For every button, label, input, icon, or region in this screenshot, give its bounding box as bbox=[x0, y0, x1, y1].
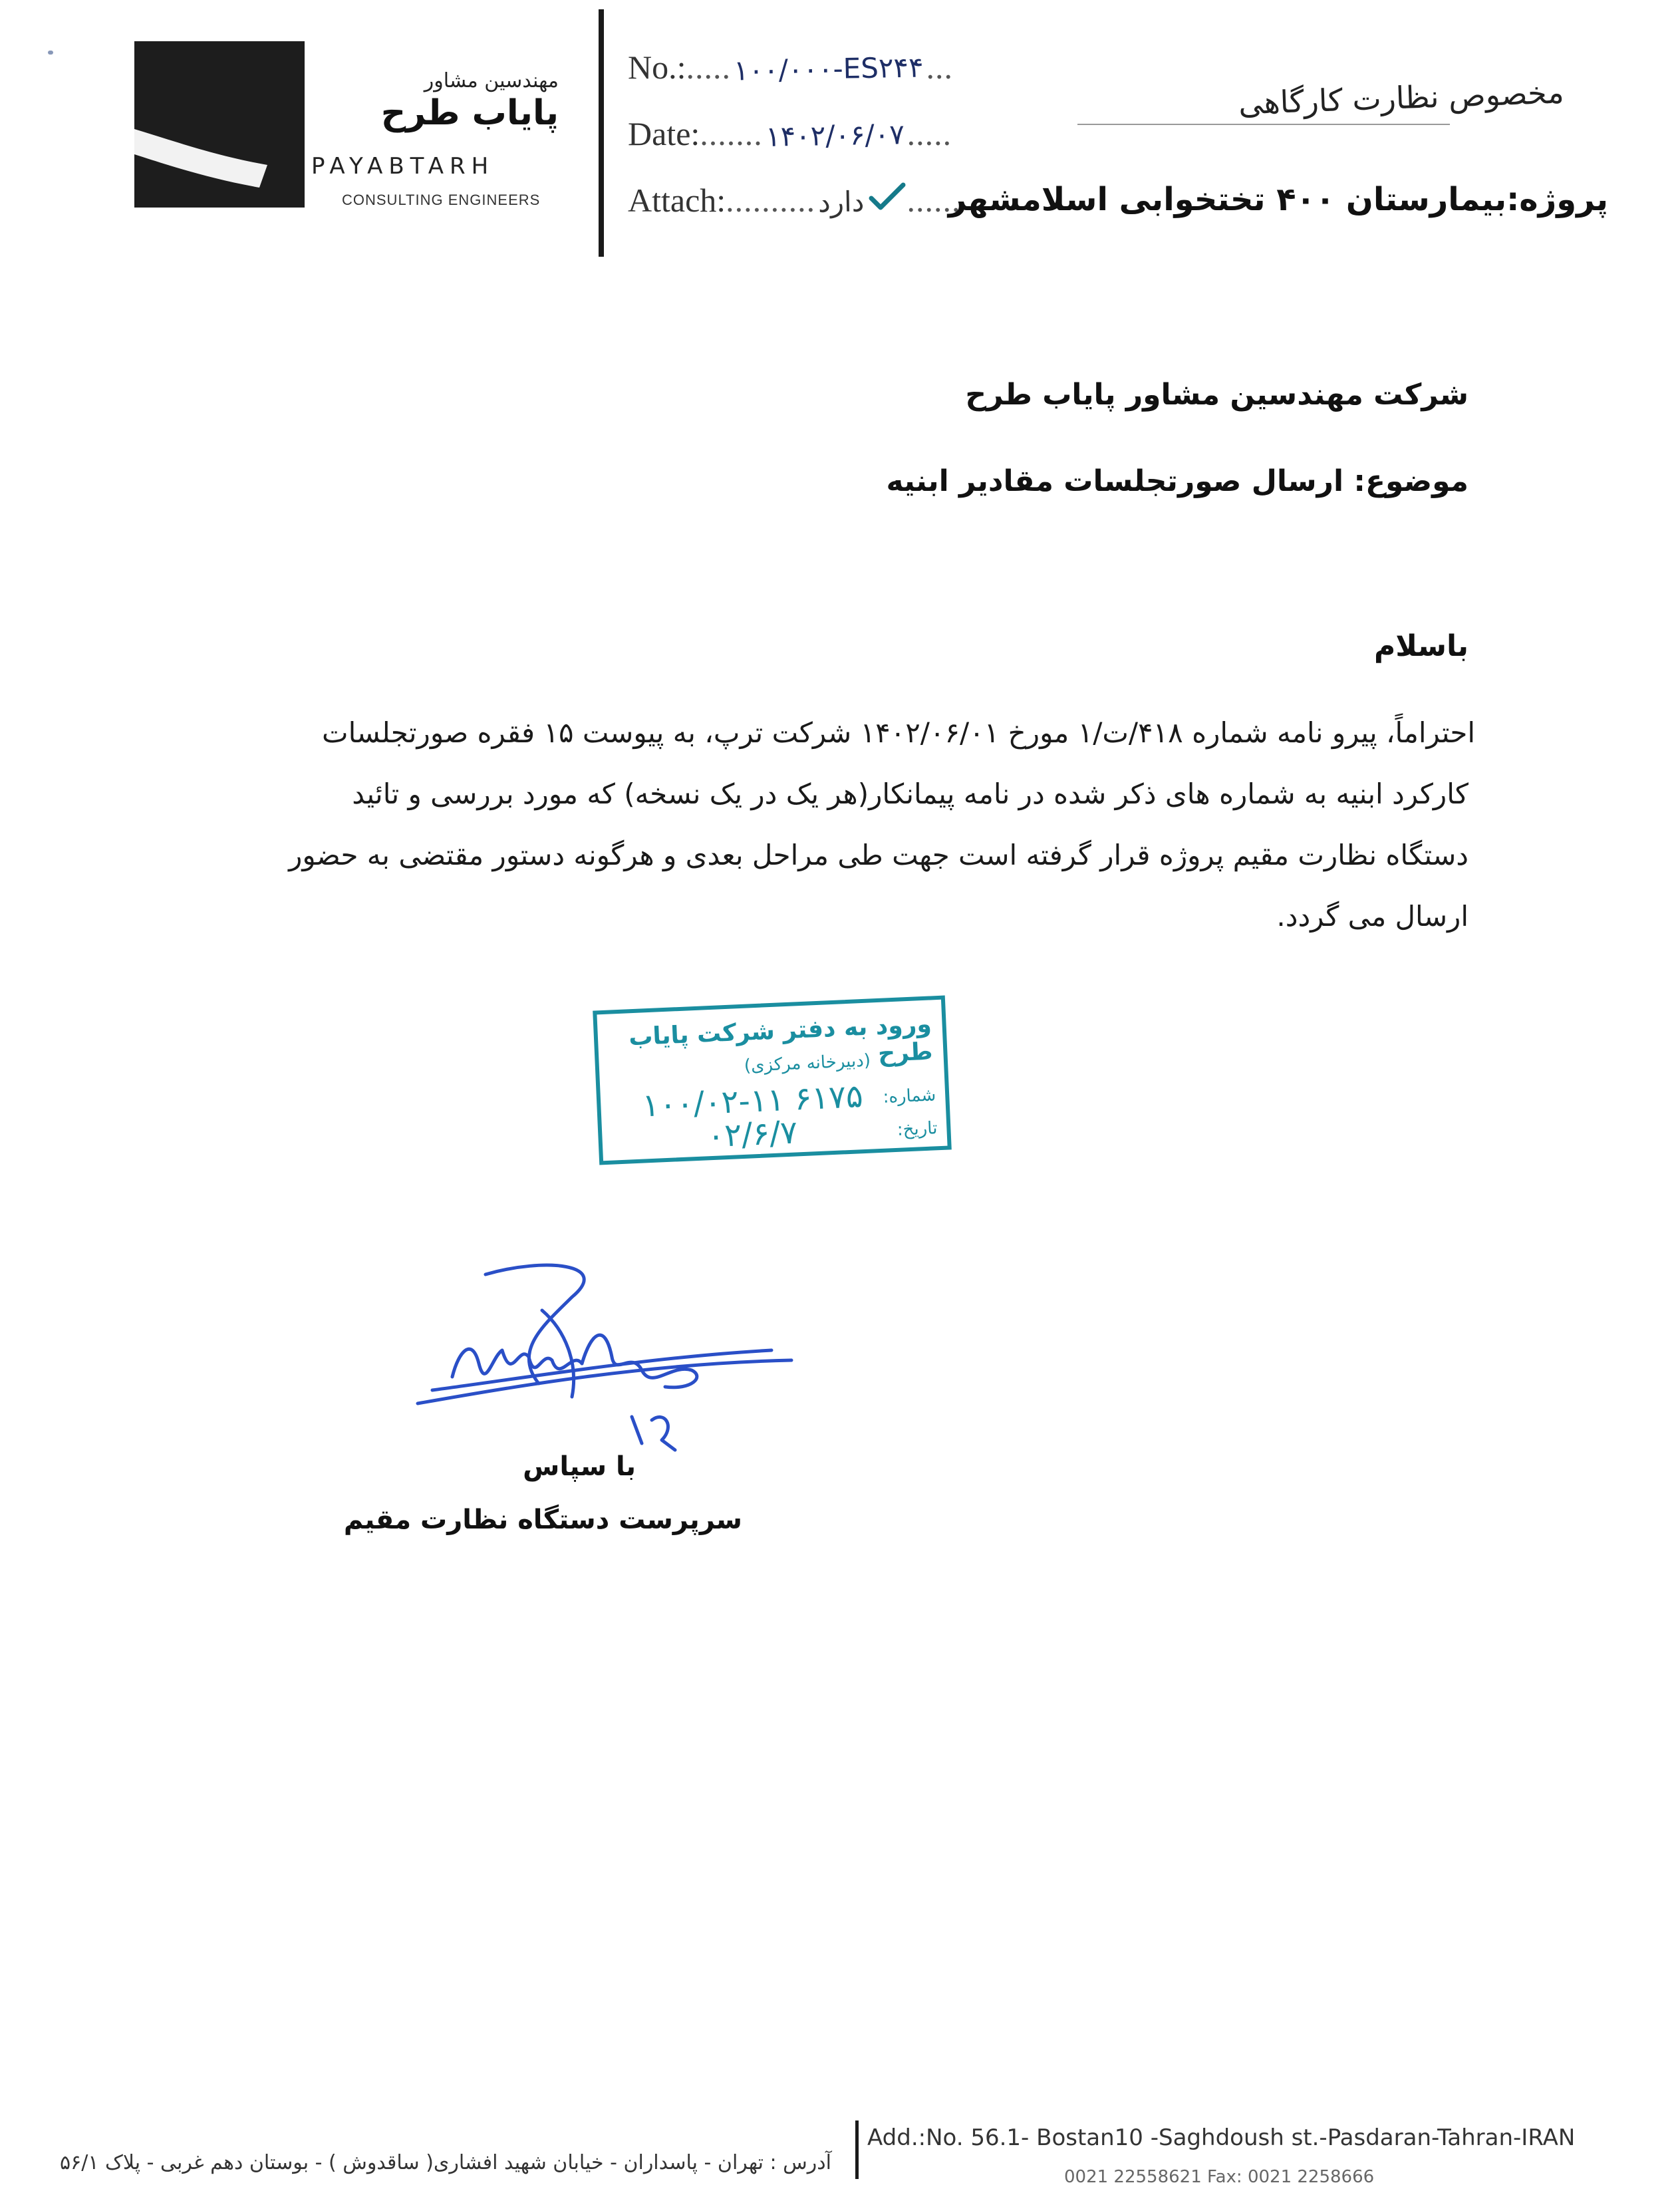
letter-date-row bbox=[628, 114, 1000, 154]
body-line: دستگاه نظارت مقیم پروژه قرار گرفته است جهت طی مراحل بعدی و هرگونه دستور مقتضی به حضور bbox=[289, 839, 1469, 871]
letter-body bbox=[205, 702, 1475, 947]
handwritten-signature bbox=[412, 1250, 798, 1470]
project-title: پروژه:بیمارستان ۴۰۰ تختخوابی اسلامشهر bbox=[948, 181, 1608, 218]
letter-attach-row bbox=[628, 181, 1000, 221]
logo-name-fa: پایاب طرح bbox=[380, 93, 559, 133]
dotted-leader: ...... bbox=[907, 182, 961, 219]
logo-subtitle-fa: مهندسین مشاور bbox=[424, 69, 559, 92]
stamp-date-label: تاریخ: bbox=[897, 1118, 938, 1140]
body-line: ارسال می گردد. bbox=[1276, 900, 1469, 933]
confidential-underline bbox=[1077, 124, 1450, 125]
dotted-leader: ..... bbox=[907, 115, 952, 152]
letter-number-row bbox=[628, 48, 1000, 88]
signer-title: سرپرست دستگاه نظارت مقیم bbox=[343, 1505, 742, 1535]
checkmark-icon bbox=[867, 181, 907, 212]
footer-address-en: Add.:No. 56.1- Bostan10 -Saghdoush st.-Pasdaran-Tahran-IRAN bbox=[867, 2124, 1576, 2151]
dotted-leader: ..... bbox=[686, 49, 731, 86]
date-value: ۱۴۰۲/۰۶/۰۷ bbox=[765, 118, 905, 153]
confidential-label: مخصوص نظارت کارگاهی bbox=[1238, 74, 1565, 122]
number-value: ۱۰۰/۰۰۰-ES۲۴۴ bbox=[733, 51, 924, 87]
scan-speck bbox=[48, 51, 53, 55]
dotted-leader: ....... bbox=[700, 115, 763, 152]
stamp-number-label: شماره: bbox=[882, 1085, 936, 1107]
registry-stamp bbox=[593, 996, 952, 1165]
body-line: احتراماً، پیرو نامه شماره ۴۱۸/ت/۱ مورخ ۱۴۰۲/۰۶/۰۱ شرکت ترپ، به پیوست ۱۵ فقره صورتجلسات bbox=[322, 716, 1475, 749]
stamp-title: ورود به دفتر شرکت پایاب طرح bbox=[628, 1010, 934, 1068]
footer-contact: 0021 22558621 Fax: 0021 2258666 bbox=[1064, 2167, 1375, 2187]
logo-brush-icon bbox=[134, 41, 305, 208]
number-label: No.: bbox=[628, 49, 686, 86]
stamp-subtitle: (دبیرخانه مرکزی) bbox=[744, 1050, 871, 1076]
body-line: کارکرد ابنیه به شماره های ذکر شده در نامه پیمانکار(هر یک در یک نسخه) که مورد بررسی و تائید bbox=[352, 778, 1469, 810]
dotted-leader: .......... bbox=[726, 182, 816, 219]
greeting: باسلام bbox=[1374, 629, 1469, 663]
date-label: Date: bbox=[628, 115, 700, 152]
dotted-leader: ... bbox=[926, 49, 954, 86]
attach-label: Attach: bbox=[628, 182, 726, 219]
logo-name-en: PAYABTARH bbox=[311, 153, 495, 180]
subject-line: موضوع: ارسال صورتجلسات مقادیر ابنیه bbox=[886, 464, 1469, 498]
logo-tagline-en: CONSULTING ENGINEERS bbox=[342, 192, 541, 208]
company-logo-mark bbox=[134, 41, 305, 208]
stamp-number-value: ۱۰۰/۰۲-۱۱ ۶۱۷۵ bbox=[641, 1078, 864, 1125]
addressee: شرکت مهندسین مشاور پایاب طرح bbox=[965, 378, 1469, 412]
footer-divider bbox=[855, 2120, 859, 2179]
closing-thanks: با سپاس bbox=[523, 1451, 636, 1482]
footer-address-fa: آدرس : تهران - پاسداران - خیابان شهید افشاری( ساقدوش ) - بوستان دهم غربی - پلاک ۵۶/۱ bbox=[60, 2151, 831, 2174]
attach-value: دارد bbox=[817, 185, 865, 219]
stamp-date-value: ۰۲/۶/۷ bbox=[706, 1113, 799, 1155]
header-divider bbox=[599, 9, 604, 257]
